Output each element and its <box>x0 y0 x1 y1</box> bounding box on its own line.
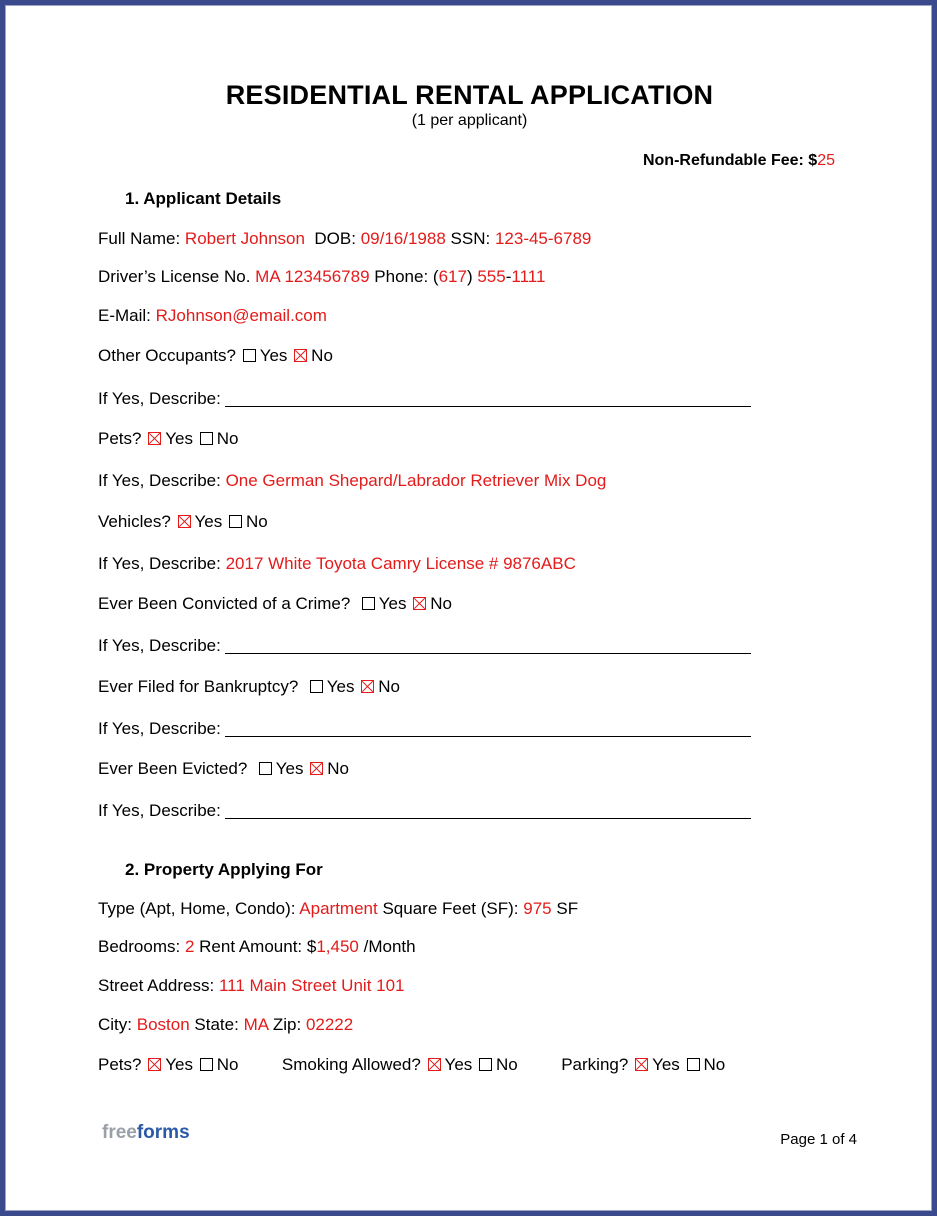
occupants-label: Other Occupants? <box>98 346 236 365</box>
crime-describe-field[interactable] <box>225 639 751 654</box>
state-label: State: <box>194 1015 239 1034</box>
ssn-label: SSN: <box>450 229 491 248</box>
phone-prefix[interactable]: 555 <box>477 267 506 286</box>
dob-value[interactable]: 09/16/1988 <box>360 229 446 248</box>
email-row <box>98 306 327 326</box>
bankruptcy-no-checkbox[interactable] <box>361 680 374 693</box>
occupants-describe-field[interactable] <box>225 392 751 407</box>
bedrooms-label: Bedrooms: <box>98 937 181 956</box>
phone-area[interactable]: 617 <box>438 267 467 286</box>
crime-describe-row <box>98 636 751 656</box>
section-applicant-details-heading: 1. Applicant Details <box>125 189 282 208</box>
street-value[interactable]: 111 Main Street Unit 101 <box>218 976 405 995</box>
crime-yes-checkbox[interactable] <box>362 597 375 610</box>
smoking-no-label: No <box>496 1055 518 1074</box>
phone-close: ) <box>466 267 473 286</box>
evicted-no-checkbox[interactable] <box>310 762 323 775</box>
city-label: City: <box>98 1015 132 1034</box>
vehicles-yes-checkbox[interactable] <box>178 515 191 528</box>
sqft-value[interactable]: 975 <box>523 899 552 918</box>
crime-describe-label: If Yes, Describe: <box>98 636 221 655</box>
crime-no-label: No <box>430 594 452 613</box>
occupants-describe-row <box>98 389 751 409</box>
pets-yes-label: Yes <box>165 429 193 448</box>
bankruptcy-yes-checkbox[interactable] <box>310 680 323 693</box>
email-label: E-Mail: <box>98 306 151 325</box>
evicted-yes-checkbox[interactable] <box>259 762 272 775</box>
parking-yes-checkbox[interactable] <box>635 1058 648 1071</box>
type-sqft-row <box>98 899 578 919</box>
zip-label: Zip: <box>272 1015 302 1034</box>
evicted-label: Ever Been Evicted? <box>98 759 248 778</box>
city-state-zip-row <box>98 1015 353 1035</box>
street-label: Street Address: <box>98 976 215 995</box>
logo-free-text: free <box>102 1122 137 1143</box>
dob-label: DOB: <box>314 229 356 248</box>
vehicles-label: Vehicles? <box>98 512 171 531</box>
vehicles-no-label: No <box>245 512 268 531</box>
vehicles-row <box>98 512 268 532</box>
property-pets-yes-label: Yes <box>165 1055 193 1074</box>
occupants-no-checkbox[interactable] <box>294 349 307 362</box>
evicted-describe-row <box>98 801 751 821</box>
property-pets-no-checkbox[interactable] <box>200 1058 213 1071</box>
parking-label: Parking? <box>561 1055 629 1074</box>
state-value[interactable]: MA <box>243 1015 269 1034</box>
rent-unit: /Month <box>363 937 416 956</box>
phone-dash: - <box>505 267 512 286</box>
vehicles-yes-label: Yes <box>194 512 223 531</box>
city-value[interactable]: Boston <box>136 1015 190 1034</box>
smoking-label: Smoking Allowed? <box>281 1055 421 1074</box>
property-pets-label: Pets? <box>98 1055 142 1074</box>
email-value[interactable]: RJohnson@email.com <box>155 306 327 325</box>
vehicles-describe-label: If Yes, Describe: <box>98 554 221 573</box>
parking-no-checkbox[interactable] <box>687 1058 700 1071</box>
phone-label: Phone: ( <box>374 267 439 286</box>
street-row <box>98 976 405 996</box>
pets-label: Pets? <box>98 429 142 448</box>
crime-yes-label: Yes <box>378 594 407 613</box>
parking-yes-label: Yes <box>652 1055 680 1074</box>
bankruptcy-label: Ever Filed for Bankruptcy? <box>98 677 299 696</box>
occupants-no-label: No <box>311 346 333 365</box>
occupants-row <box>98 346 333 366</box>
sqft-unit: SF <box>556 899 579 918</box>
document-page <box>5 5 932 1211</box>
evicted-no-label: No <box>327 759 349 778</box>
bedrooms-value[interactable]: 2 <box>184 937 195 956</box>
document-subtitle: (1 per applicant) <box>411 112 528 129</box>
type-value[interactable]: Apartment <box>299 899 378 918</box>
property-pets-yes-checkbox[interactable] <box>148 1058 161 1071</box>
bankruptcy-describe-label: If Yes, Describe: <box>98 719 221 738</box>
property-options-row <box>98 1055 725 1075</box>
property-pets-no-label: No <box>216 1055 239 1074</box>
sqft-label: Square Feet (SF): <box>382 899 519 918</box>
bankruptcy-no-label: No <box>378 677 400 696</box>
smoking-no-checkbox[interactable] <box>479 1058 492 1071</box>
zip-value[interactable]: 02222 <box>305 1015 354 1034</box>
occupants-yes-checkbox[interactable] <box>243 349 256 362</box>
page-number: Page 1 of 4 <box>780 1131 857 1148</box>
parking-no-label: No <box>703 1055 726 1074</box>
pets-yes-checkbox[interactable] <box>148 432 161 445</box>
fee-label: Non-Refundable Fee: $ <box>642 152 818 169</box>
vehicles-describe-row <box>98 554 576 574</box>
occupants-yes-label: Yes <box>259 346 288 365</box>
vehicles-describe-value[interactable]: 2017 White Toyota Camry License # 9876ABC <box>225 554 576 573</box>
license-phone-row <box>98 267 545 287</box>
fee-value: 25 <box>817 152 835 169</box>
full-name-label: Full Name: <box>98 229 181 248</box>
pets-no-checkbox[interactable] <box>200 432 213 445</box>
evicted-yes-label: Yes <box>275 759 304 778</box>
full-name-value[interactable]: Robert Johnson <box>184 229 305 248</box>
license-label: Driver’s License No. <box>98 267 251 286</box>
pets-describe-value[interactable]: One German Shepard/Labrador Retriever Mix Dog <box>225 471 607 490</box>
ssn-value[interactable]: 123-45-6789 <box>494 229 592 248</box>
smoking-yes-label: Yes <box>444 1055 473 1074</box>
bankruptcy-row <box>98 677 400 697</box>
section-property-heading: 2. Property Applying For <box>125 860 323 879</box>
pets-no-label: No <box>216 429 239 448</box>
evicted-row <box>98 759 349 779</box>
bankruptcy-yes-label: Yes <box>326 677 355 696</box>
fee-line <box>643 152 835 170</box>
license-value[interactable]: MA 123456789 <box>255 267 370 286</box>
phone-line[interactable]: 1111 <box>511 267 546 286</box>
crime-no-checkbox[interactable] <box>413 597 426 610</box>
evicted-describe-field[interactable] <box>225 804 751 819</box>
bankruptcy-describe-field[interactable] <box>225 722 751 737</box>
type-label: Type (Apt, Home, Condo): <box>98 899 296 918</box>
crime-label: Ever Been Convicted of a Crime? <box>98 594 351 613</box>
crime-row <box>98 594 452 614</box>
vehicles-no-checkbox[interactable] <box>229 515 242 528</box>
freeforms-logo <box>102 1122 190 1144</box>
pets-describe-label: If Yes, Describe: <box>98 471 221 490</box>
logo-forms-text: forms <box>136 1122 190 1143</box>
pets-row <box>98 429 238 449</box>
occupants-describe-label: If Yes, Describe: <box>98 389 221 408</box>
bankruptcy-describe-row <box>98 719 751 739</box>
rent-value[interactable]: 1,450 <box>316 937 359 956</box>
document-title: RESIDENTIAL RENTAL APPLICATION <box>225 80 714 110</box>
bedrooms-rent-row <box>98 937 416 957</box>
pets-describe-row <box>98 471 606 491</box>
full-name-row <box>98 229 591 249</box>
rent-label: Rent Amount: $ <box>199 937 317 956</box>
evicted-describe-label: If Yes, Describe: <box>98 801 221 820</box>
smoking-yes-checkbox[interactable] <box>428 1058 441 1071</box>
